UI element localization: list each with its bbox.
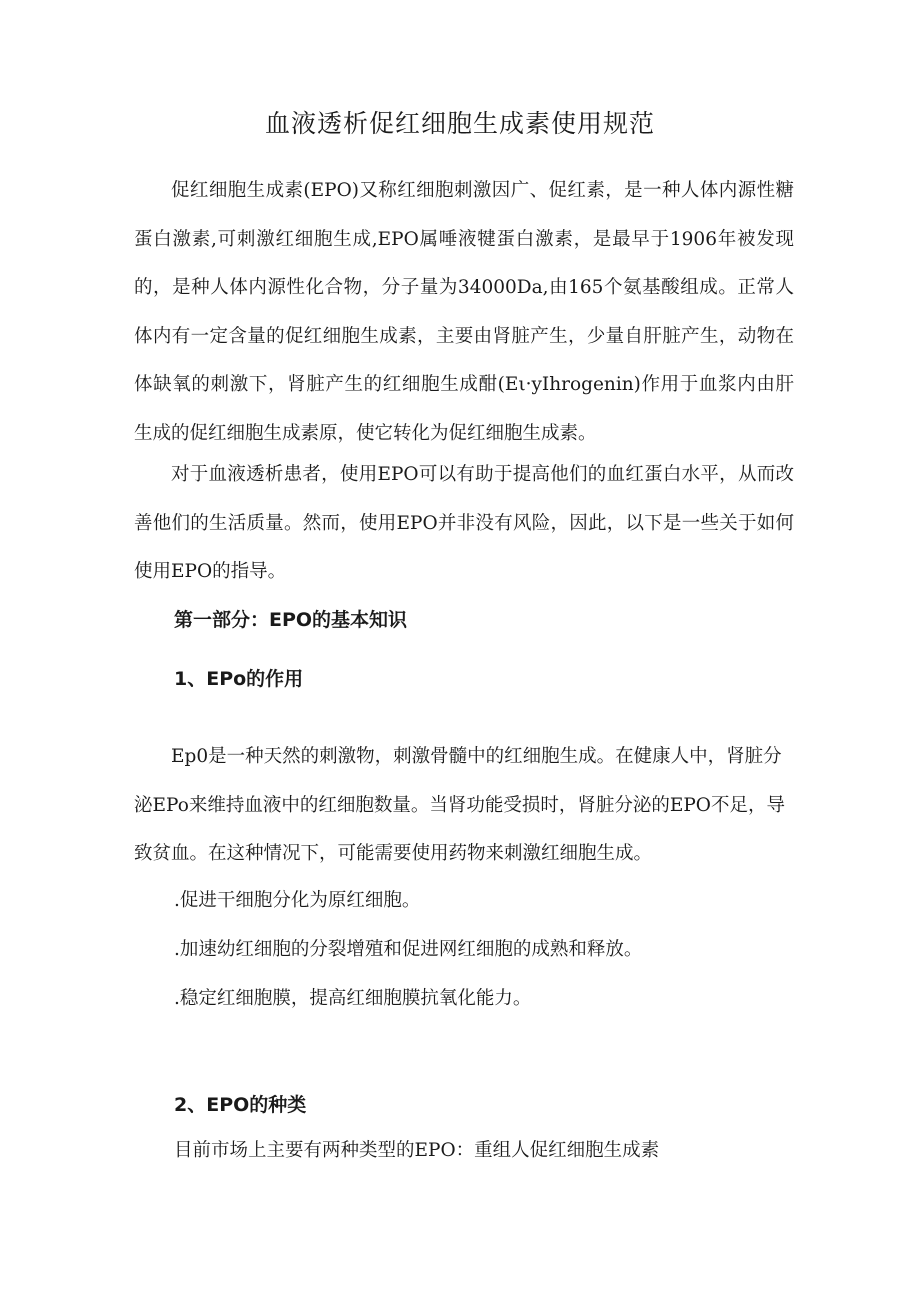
function-paragraph: Ep0是一种天然的刺激物，刺激骨髓中的红细胞生成。在健康人中，肾脏分泌EPo来维持血液中的红细胞数量。当肾功能受损时，肾脏分泌的EPO不足，导致贫血。在这种情况下，可能需要使用药物来刺激红细胞生成。: [134, 746, 785, 864]
document-title: 血液透析促红细胞生成素使用规范: [264, 109, 655, 138]
types-paragraph: 目前市场上主要有两种类型的EPO：重组人促红细胞生成素: [174, 1140, 660, 1161]
part-heading: 第一部分：EPO的基本知识: [174, 609, 408, 631]
intro-paragraph: 促红细胞生成素(EPO)又称红细胞刺激因广、促红素，是一种人体内源性糖蛋白激素,可刺激红细胞生成,EPO属唾液犍蛋白激素，是最早于1906年被发现的，是种人体内源性化合物，分子量为34000Da,由165个氨基酸组成。正常人体内有一定含量的促红细胞生成素，主要由肾脏产生，少量自肝脏产生，动物在体缺氧的刺激下，肾脏产生的红细胞生成酣(Eι·yIhrogenin)作用于血浆内由肝生成的促红细胞生成素原，使它转化为促红细胞生成素。: [134, 180, 794, 444]
bullet-item: .加速幼红细胞的分裂增殖和促进网红细胞的成熟和释放。: [174, 939, 643, 960]
bullet-item: .稳定红细胞膜，提高红细胞膜抗氧化能力。: [174, 988, 532, 1009]
section-heading-types: 2、EPO的种类: [174, 1094, 307, 1116]
section-heading-function: 1、EPo的作用: [174, 668, 304, 690]
guidance-paragraph: 对于血液透析患者，使用EPO可以有助于提高他们的血红蛋白水平，从而改善他们的生活质量。然而，使用EPO并非没有风险，因此，以下是一些关于如何使用EPO的指导。: [134, 464, 794, 582]
bullet-item: .促进干细胞分化为原红细胞。: [174, 890, 421, 911]
